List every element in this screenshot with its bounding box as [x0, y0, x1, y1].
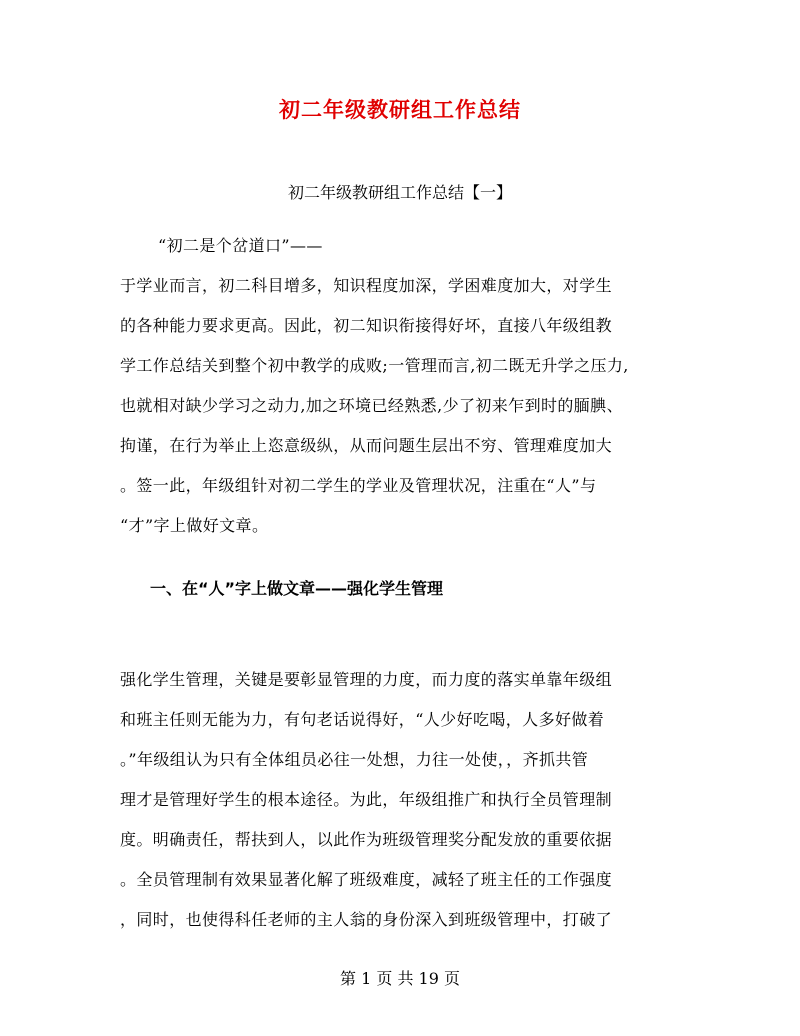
paragraph-line: 拘谨，在行为举止上恣意级纵，从而问题生层出不穷、管理难度加大: [120, 436, 613, 455]
paragraph-line: ，同时，也使得科任老师的主人翁的身份深入到班级管理中，打破了: [120, 910, 613, 929]
section-heading: 一、在“人”字上做文章——强化学生管理: [150, 579, 444, 598]
paragraph-line: 理才是管理好学生的根本途径。为此，年级组推广和执行全员管理制: [120, 790, 613, 809]
paragraph-line: 和班主任则无能为力，有句老话说得好，“人少好吃喝，人多好做着: [120, 710, 605, 729]
paragraph-line: 也就相对缺少学习之动力,加之环境已经熟悉,少了初来乍到时的腼腆、: [120, 396, 623, 415]
paragraph-line: 度。明确责任，帮扶到人，以此作为班级管理奖分配发放的重要依据: [120, 830, 613, 849]
paragraph-line: 于学业而言，初二科目增多，知识程度加深，学困难度加大，对学生: [120, 276, 613, 295]
paragraph-line: “初二是个岔道口”——: [158, 236, 323, 255]
paragraph-line: 的各种能力要求更高。因此，初二知识衔接得好坏，直接八年级组教: [120, 316, 613, 335]
page-footer: 第 1 页 共 19 页: [340, 969, 460, 988]
paragraph-line: 学工作总结关到整个初中教学的成败;一管理而言,初二既无升学之压力,: [120, 356, 629, 375]
paragraph-line: 。签一此，年级组针对初二学生的学业及管理状况，注重在“人”与: [120, 476, 597, 495]
document-subtitle: 初二年级教研组工作总结【一】: [287, 183, 512, 202]
document-title: 初二年级教研组工作总结: [279, 98, 521, 122]
paragraph-line: 。全员管理制有效果显著化解了班级难度，减轻了班主任的工作强度: [120, 870, 613, 889]
paragraph-line: 。”年级组认为只有全体组员必往一处想，力往一处使，，齐抓共管: [120, 750, 589, 769]
paragraph-line: “才”字上做好文章。: [120, 516, 269, 535]
paragraph-line: 强化学生管理，关键是要彰显管理的力度，而力度的落实单靠年级组: [120, 670, 613, 689]
